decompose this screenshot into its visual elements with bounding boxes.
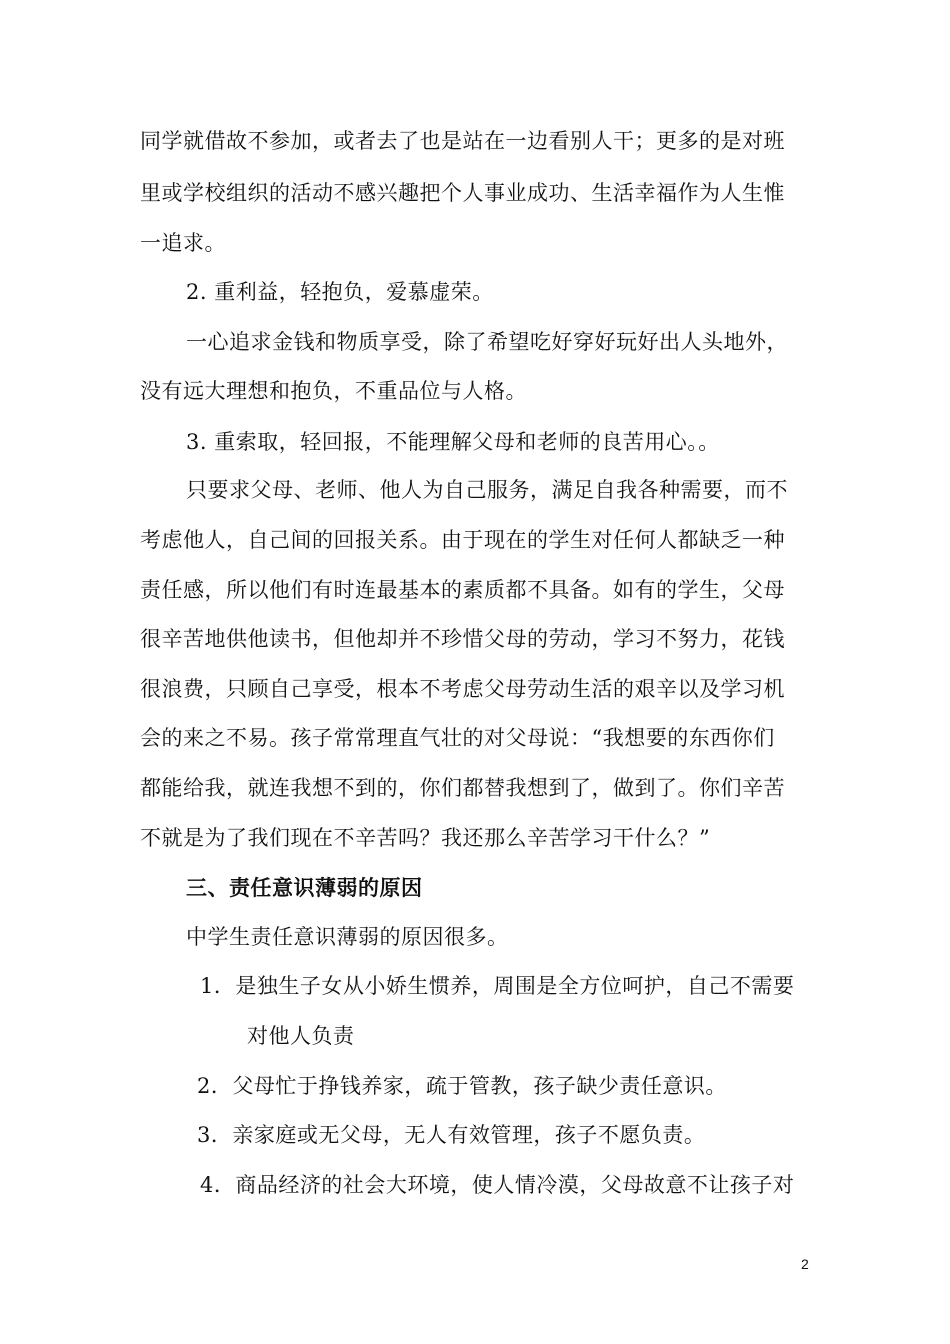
- reason-3: 3．亲家庭或无父母，无人有效管理，孩子不愿负责。: [197, 1123, 706, 1147]
- paragraph-3-line-3: 责任感，所以他们有时连最基本的素质都不具备。如有的学生，父母: [140, 578, 785, 602]
- paragraph-2-line-1: 一心追求金钱和物质享受，除了希望吃好穿好玩好出人头地外，: [186, 330, 788, 354]
- paragraph-3-line-1: 只要求父母、老师、他人为自己服务，满足自我各种需要，而不: [186, 478, 788, 502]
- paragraph-3-line-6: 会的来之不易。孩子常常理直气壮的对父母说：“我想要的东西你们: [140, 726, 775, 750]
- item-3-title: 3. 重索取，轻回报，不能理解父母和老师的良苦用心。。: [186, 430, 720, 454]
- paragraph-3-line-4: 很辛苦地供他读书，但他却并不珍惜父母的劳动，学习不努力，花钱: [140, 627, 785, 651]
- paragraph-3-line-7: 都能给我，就连我想不到的，你们都替我想到了，做到了。你们辛苦: [140, 776, 785, 800]
- paragraph-1-line-2: 里或学校组织的活动不感兴趣把个人事业成功、生活幸福作为人生惟: [140, 181, 785, 205]
- reason-1-line-1: 1．是独生子女从小娇生惯养，周围是全方位呵护，自己不需要: [200, 974, 795, 998]
- paragraph-1-line-3: 一追求。: [140, 231, 226, 255]
- paragraph-3-line-2: 考虑他人，自己间的回报关系。由于现在的学生对任何人都缺乏一种: [140, 528, 785, 552]
- reason-1-line-2: 对他人负责: [247, 1024, 355, 1048]
- paragraph-3-line-5: 很浪费，只顾自己享受，根本不考虑父母劳动生活的艰辛以及学习机: [140, 677, 785, 701]
- page-number: 2: [801, 1256, 809, 1272]
- section-3-heading: 三、责任意识薄弱的原因: [186, 876, 423, 900]
- section-3-intro: 中学生责任意识薄弱的原因很多。: [186, 925, 509, 949]
- paragraph-3-line-8: 不就是为了我们现在不辛苦吗？我还那么辛苦学习干什么？”: [140, 826, 711, 850]
- item-2-title: 2. 重利益，轻抱负，爱慕虚荣。: [186, 280, 494, 304]
- paragraph-2-line-2: 没有远大理想和抱负，不重品位与人格。: [140, 379, 527, 403]
- paragraph-1-line-1: 同学就借故不参加，或者去了也是站在一边看别人干；更多的是对班: [140, 129, 785, 153]
- reason-4-line-1: 4．商品经济的社会大环境，使人情冷漠，父母故意不让孩子对: [200, 1173, 795, 1197]
- reason-2: 2．父母忙于挣钱养家，疏于管教，孩子缺少责任意识。: [197, 1074, 727, 1098]
